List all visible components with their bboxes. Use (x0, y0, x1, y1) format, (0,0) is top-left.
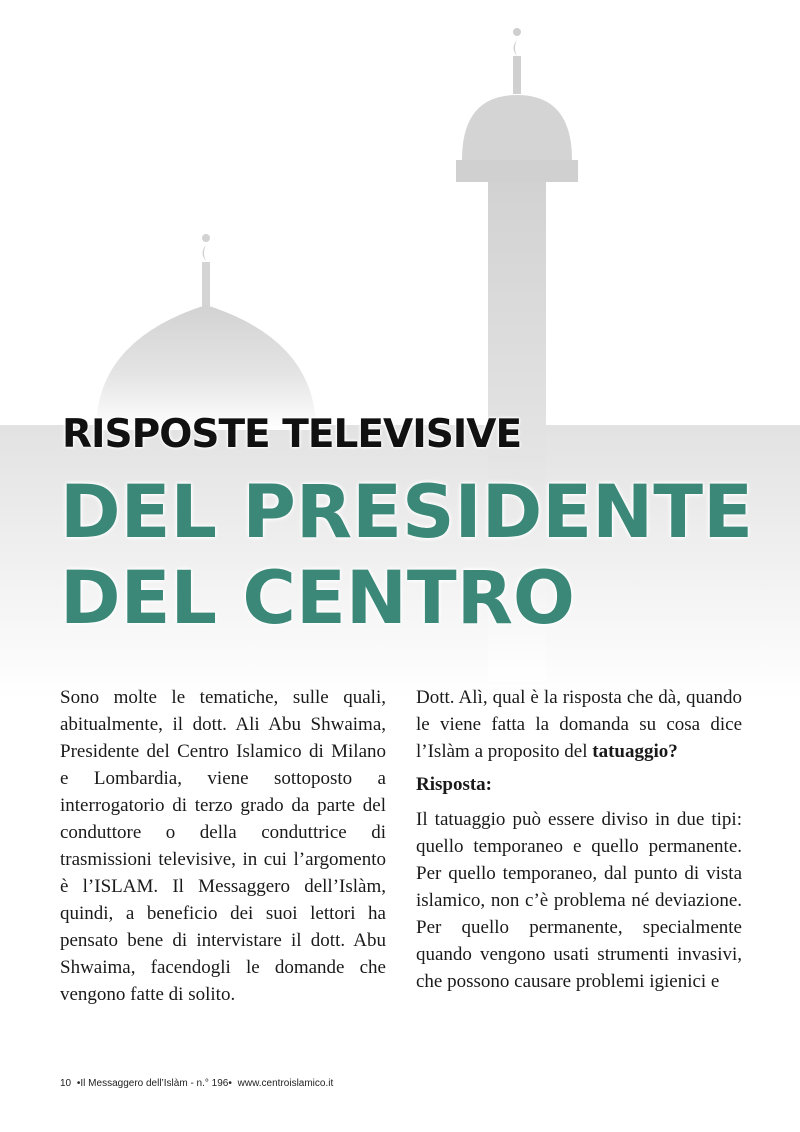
answer-paragraph: Il tatuaggio può essere diviso in due tipi: quello temporaneo e quello permanente. Per quello temporaneo, dal punto di vista islamico, non c’è problema né deviazione. Per quello permanente, specialmente quando vengono usati strumenti invasivi, che possono causare problemi igienici e (416, 809, 742, 992)
publication-name: •Il Messaggero dell’Islàm - n.° 196• (76, 1078, 232, 1089)
headline-line-1: DEL PRESIDENTE (60, 470, 753, 555)
headline-line-2: DEL CENTRO (60, 556, 575, 641)
page-number: 10 (60, 1078, 72, 1089)
question-paragraph (416, 684, 742, 765)
article-left-column (60, 684, 386, 1014)
question-text: Dott. Alì, qual è la risposta che dà, quando le viene fatta la domanda su cosa dice l’Islàm a proposito del (416, 687, 742, 762)
article-right-column (416, 684, 742, 1001)
answer-label: Risposta: (416, 774, 493, 795)
page-footer (60, 1078, 336, 1089)
article-kicker: RISPOSTE TELEVISIVE (62, 412, 522, 457)
dome-shape (96, 234, 316, 430)
question-topic: tatuaggio? (592, 741, 678, 762)
intro-paragraph: Sono molte le tematiche, sulle quali, abitualmente, il dott. Ali Abu Shwaima, Presidente del Centro Islamico di Milano e Lombardia, viene sottoposto a interrogatorio di terzo grado da parte del conduttore o della conduttrice di trasmissioni televisive, in cui l’argomento è l’ISLAM. Il Messaggero dell’Islàm, quindi, a beneficio dei suoi lettori ha pensato bene di intervistare il dott. Abu Shwaima, facendogli le domande che vengono fatte di solito. (60, 687, 386, 1005)
website-link[interactable]: www.centroislamico.it (237, 1078, 334, 1089)
article-headline (60, 470, 753, 642)
